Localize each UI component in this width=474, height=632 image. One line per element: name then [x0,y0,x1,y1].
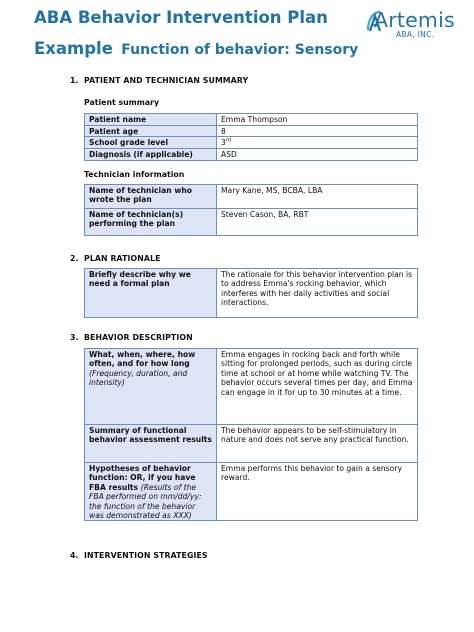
document-subtitle [34,36,358,60]
value-cell: Emma Thompson [217,114,418,126]
table-row [85,114,418,126]
section-heading-1 [70,76,248,85]
subtitle-function: Function of behavior: Sensory [121,42,359,58]
value-cell: Steven Cason, BA, RBT [217,209,418,236]
table-row [85,185,418,209]
technician-table [84,184,418,236]
behavior-table [84,348,418,521]
table-row [85,463,418,521]
table-row [85,209,418,236]
section-number: 4. [70,551,79,560]
label-cell: School grade level [85,137,217,149]
value-cell: 8 [217,126,418,137]
subtitle-example: Example [34,39,113,58]
table-row [85,269,418,318]
label-text: What, when, where, how often, and for how long [89,350,196,369]
label-cell: Diagnosis (if applicable) [85,149,217,160]
value-cell: Emma performs this behavior to gain a sensory reward. [217,463,418,521]
section-title: INTERVENTION STRATEGIES [84,551,208,560]
table-row [85,349,418,425]
value-cell: Mary Kane, MS, BCBA, LBA [217,185,418,209]
logo-subtitle: ABA, INC. [396,30,435,39]
label-cell: Patient name [85,114,217,126]
section-title: BEHAVIOR DESCRIPTION [84,333,193,342]
logo-wordmark: Artemis [374,8,455,32]
table-row [85,149,418,160]
label-cell: Name of technician who wrote the plan [85,185,217,209]
section-number: 3. [70,333,79,342]
patient-summary-table [84,113,418,161]
table-row [85,126,418,137]
table-row [85,425,418,463]
section-heading-2 [70,254,161,263]
label-cell [85,349,217,425]
section-heading-3 [70,333,193,342]
label-note: (Frequency, duration, and intensity) [89,368,188,388]
value-cell: Emma engages in rocking back and forth while sitting for prolonged periods, such as during circle time at school or at home while watching TV. The behavior occurs several times per day, and Emma can engage in it for up to 30 minutes at a time. [217,349,418,425]
label-text: Hypotheses of behavior function: OR, if you have FBA results [89,464,196,492]
value-cell: The behavior appears to be self-stimulatory in nature and does not serve any practical function. [217,425,418,463]
value-cell: ASD [217,149,418,160]
table-row [85,137,418,149]
label-cell: Patient age [85,126,217,137]
technician-info-heading: Technician information [84,170,185,179]
section-number: 1. [70,76,79,85]
patient-summary-heading: Patient summary [84,98,160,107]
label-cell: Summary of functional behavior assessment results [85,425,217,463]
artemis-logo [366,8,458,44]
grade-suffix: rd [225,137,231,144]
value-cell [217,137,418,149]
section-heading-4 [70,551,208,560]
label-cell [85,463,217,521]
label-cell: Briefly describe why we need a formal plan [85,269,217,318]
rationale-table [84,268,418,318]
grade-value: 3 [221,138,226,148]
section-number: 2. [70,254,79,263]
label-cell: Name of technician(s) performing the plan [85,209,217,236]
label-note: (Results of the FBA performed on mm/dd/yy: the function of the behavior was demonstrated as XXX) [89,482,202,521]
section-title: PLAN RATIONALE [84,254,161,263]
value-cell: The rationale for this behavior intervention plan is to address Emma's rocking behavior, which interferes with her daily activities and social interactions. [217,269,418,318]
document-title: ABA Behavior Intervention Plan [34,8,328,27]
section-title: PATIENT AND TECHNICIAN SUMMARY [84,76,249,85]
